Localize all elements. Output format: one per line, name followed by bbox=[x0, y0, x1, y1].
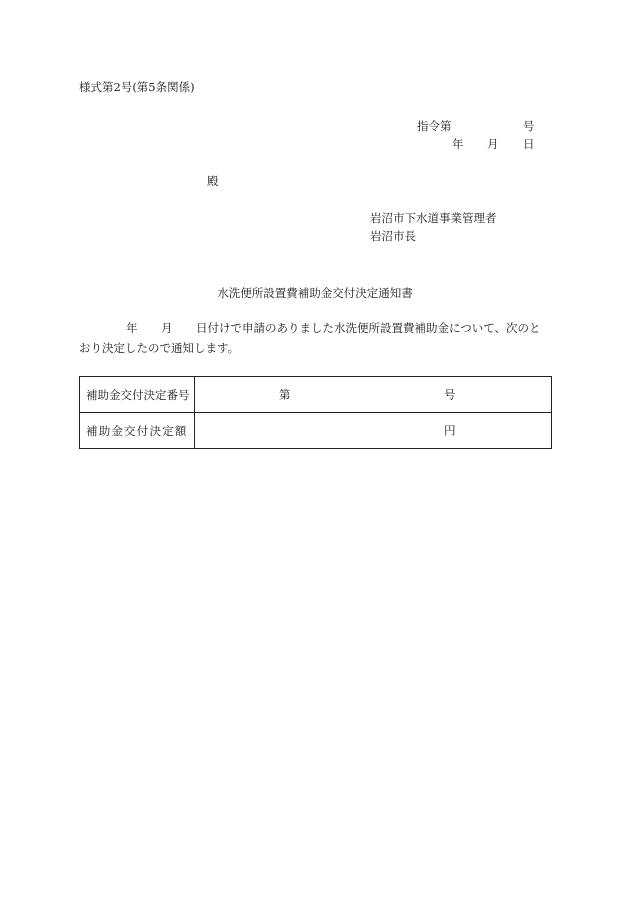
issuer-name: 岩沼市長 bbox=[370, 229, 416, 243]
issue-date-day: 日 bbox=[523, 137, 535, 151]
body-date-year: 年 bbox=[126, 321, 138, 335]
decision-amount-label: 補助金交付決定額 bbox=[80, 413, 195, 449]
form-label: 様式第2号(第5条関係) bbox=[79, 80, 195, 94]
document-title: 水洗便所設置費補助金交付決定通知書 bbox=[217, 286, 413, 300]
order-number-suffix: 号 bbox=[523, 119, 535, 133]
body-text-line-1: 日付けで申請のありました水洗便所設置費補助金について、次のと bbox=[196, 321, 541, 335]
table-row bbox=[80, 413, 552, 449]
decision-number-value bbox=[195, 377, 552, 413]
order-number-prefix: 指令第 bbox=[417, 119, 452, 133]
decision-number-prefix: 第 bbox=[279, 386, 291, 401]
addressee-honorific: 殿 bbox=[207, 174, 219, 188]
decision-number-label: 補助金交付決定番号 bbox=[80, 377, 195, 413]
decision-number-suffix: 号 bbox=[444, 386, 456, 401]
issue-date-year: 年 bbox=[452, 137, 464, 151]
issue-date-month: 月 bbox=[487, 137, 499, 151]
decision-table bbox=[79, 376, 552, 449]
body-date-month: 月 bbox=[161, 321, 173, 335]
decision-amount-unit: 円 bbox=[444, 422, 456, 437]
decision-amount-value bbox=[195, 413, 552, 449]
table-row bbox=[80, 377, 552, 413]
body-text-line-2: おり決定したので通知します。 bbox=[79, 341, 240, 355]
issuer-organization: 岩沼市下水道事業管理者 bbox=[370, 211, 497, 225]
